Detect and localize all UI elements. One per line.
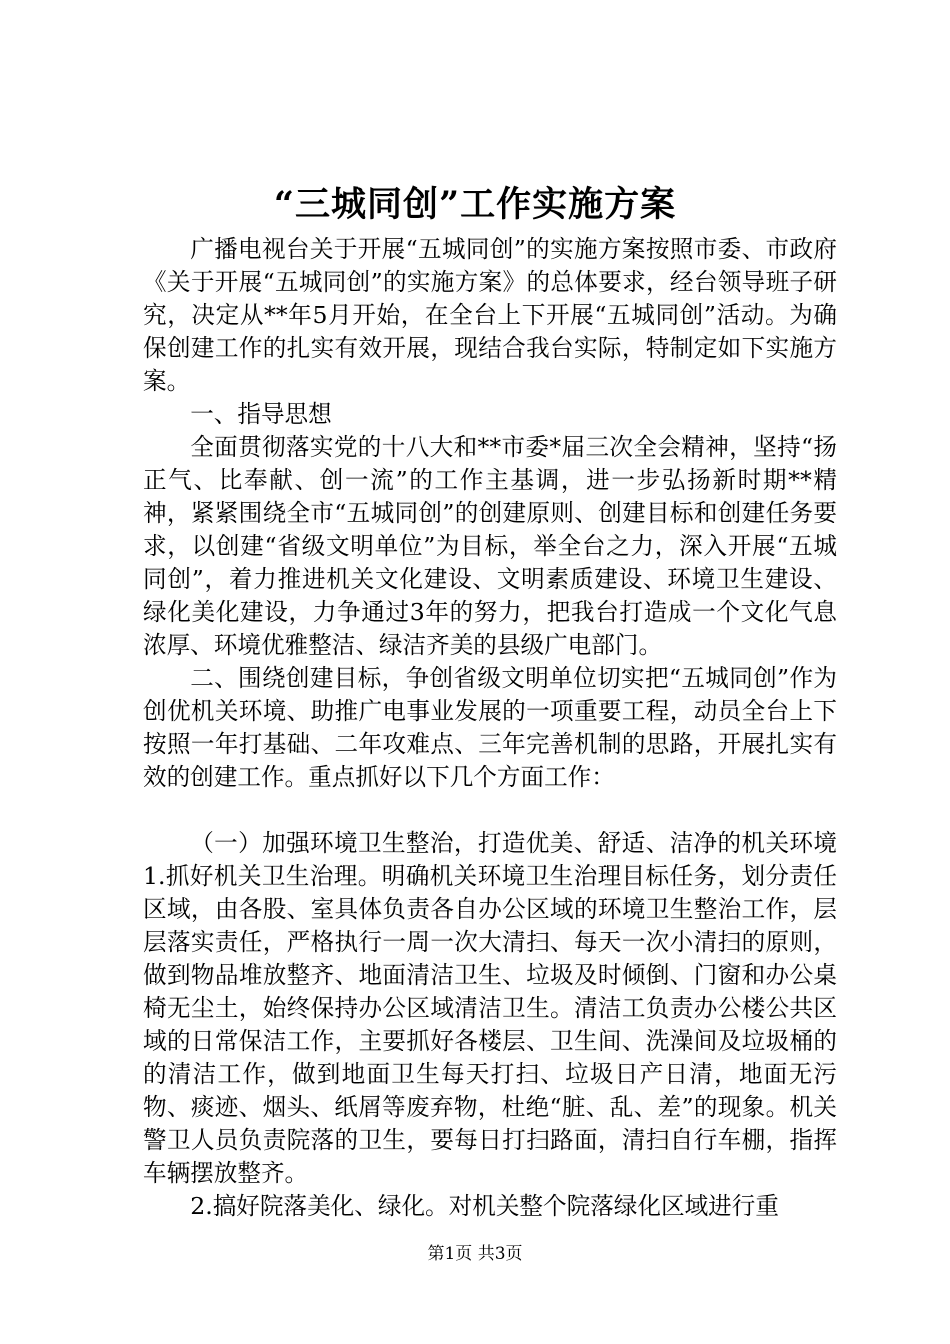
paragraph-spacer [143,794,837,827]
environment-sanitation-paragraph: （一）加强环境卫生整治，打造优美、舒适、洁净的机关环境1.抓好机关卫生治理。明确机关环境卫生治理目标任务，划分责任区域，由各股、室具体负责各自办公区域的环境卫生整治工作，层层落实责任，严格执行一周一次大清扫、每天一次小清扫的原则，做到物品堆放整齐、地面清洁卫生、垃圾及时倾倒、门窗和办公桌椅无尘土，始终保持办公区域清洁卫生。清洁工负责办公楼公共区域的日常保洁工作，主要抓好各楼层、卫生间、洗澡间及垃圾桶的的清洁工作，做到地面卫生每天打扫、垃圾日产日清，地面无污物、痰迹、烟头、纸屑等废弃物，杜绝“脏、乱、差”的现象。机关警卫人员负责院落的卫生，要每日打扫路面，清扫自行车棚，指挥车辆摆放整齐。 [143,829,837,1187]
intro-paragraph: 广播电视台关于开展“五城同创”的实施方案按照市委、市政府《关于开展“五城同创”的实施方案》的总体要求，经台领导班子研究，决定从**年5月开始，在全台上下开展“五城同创”活动。为确保创建工作的扎实有效开展，现结合我台实际，特制定如下实施方案。 [143,235,837,395]
section-two-paragraph: 二、围绕创建目标，争创省级文明单位切实把“五城同创”作为创优机关环境、助推广电事业发展的一项重要工程，动员全台上下按照一年打基础、二年攻难点、三年完善机制的思路，开展扎实有效的创建工作。重点抓好以下几个方面工作： [143,664,837,791]
document-title: “三城同创”工作实施方案 [273,184,677,225]
guiding-ideology-paragraph: 全面贯彻落实党的十八大和**市委*届三次全会精神，坚持“扬正气、比奉献、创一流”的工作主基调，进一步弘扬新时期**精神，紧紧围绕全市“五城同创”的创建原则、创建目标和创建任务要求，以创建“省级文明单位”为目标，举全台之力，深入开展“五城同创”，着力推进机关文化建设、文明素质建设、环境卫生建设、绿化美化建设，力争通过3年的努力，把我台打造成一个文化气息浓厚、环境优雅整洁、绿洁齐美的县级广电部门。 [143,433,837,659]
page-footer: 第1页 共3页 [427,1244,523,1264]
section-heading-guiding-ideology: 一、指导思想 [190,400,332,428]
document-body [143,233,837,1223]
greening-paragraph: 2.搞好院落美化、绿化。对机关整个院落绿化区域进行重 [190,1192,779,1220]
